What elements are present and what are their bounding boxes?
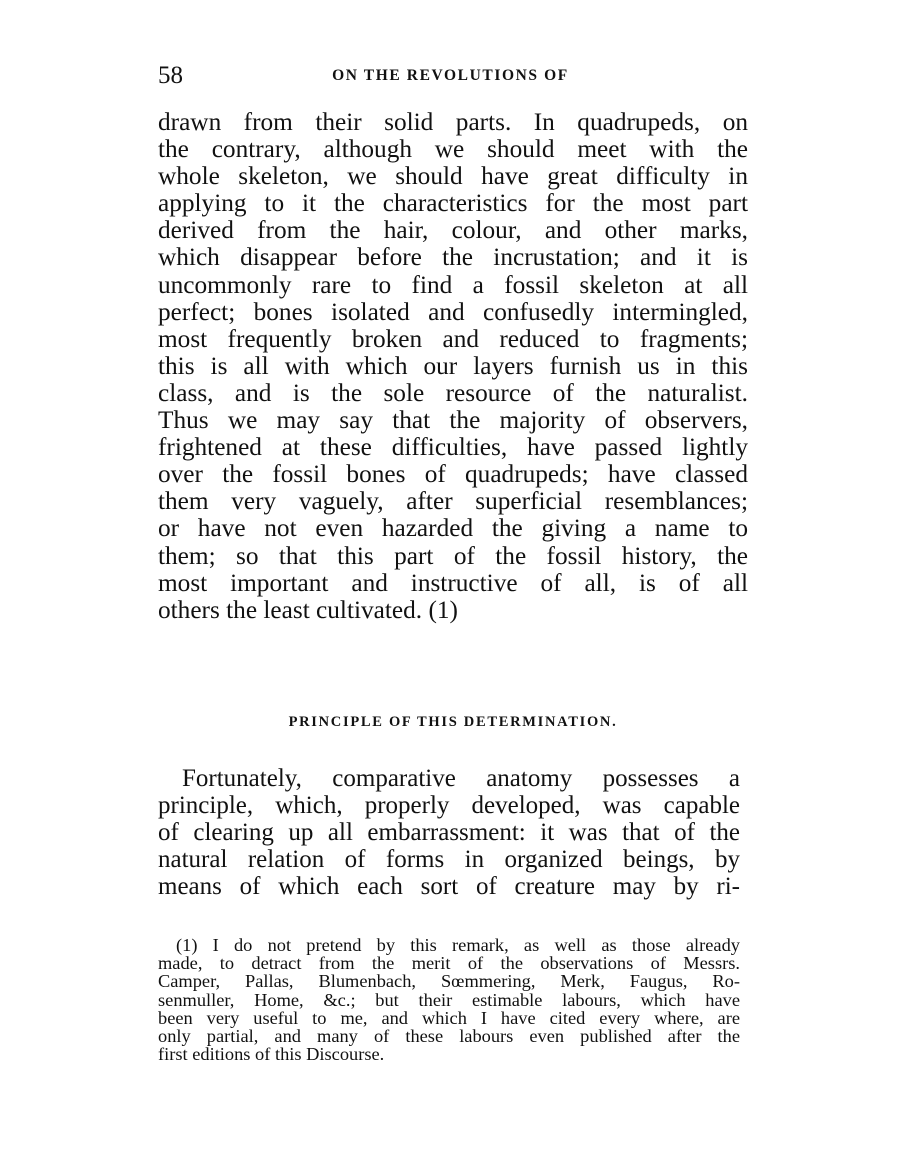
section-line: natural relation of forms in organized beings, by (158, 846, 740, 874)
footnote-line: senmuller, Home, &c.; but their estimable labours, which have (158, 989, 740, 1010)
running-head (158, 62, 743, 90)
section-line: principle, which, properly developed, was capable (158, 792, 740, 820)
section-heading: PRINCIPLE OF THIS DETERMINATION. (288, 714, 618, 730)
section-line: means of which each sort of creature may by ri- (158, 873, 740, 901)
body-line: which disappear before the incrustation; and it is (158, 243, 748, 272)
body-line: perfect; bones isolated and confusedly intermingled, (158, 297, 748, 326)
body-line: or have not even hazarded the giving a name to (158, 514, 748, 543)
body-line: frightened at these difficulties, have passed lightly (158, 433, 748, 462)
body-line: applying to it the characteristics for the most part (158, 189, 748, 218)
body-line: uncommonly rare to find a fossil skeleton at all (158, 270, 748, 299)
footnote-line: been very useful to me, and which I have cited every where, are (158, 1007, 740, 1028)
footnote (158, 936, 740, 1063)
body-line: this is all with which our layers furnish us in this (158, 351, 748, 380)
body-line: them very vaguely, after superficial resemblances; (158, 487, 748, 516)
section-line: of clearing up all embarrassment: it was that of the (158, 819, 740, 847)
body-line: others the least cultivated. (1) (158, 595, 458, 624)
body-line: whole skeleton, we should have great difficulty in (158, 162, 748, 191)
footnote-line: first editions of this Discourse. (158, 1044, 385, 1065)
footnote-line: Camper, Pallas, Blumenbach, Sœmmering, Merk, Faugus, Ro- (158, 971, 740, 992)
running-title: ON THE REVOLUTIONS OF (332, 67, 569, 84)
body-paragraph (158, 109, 748, 624)
body-line: them; so that this part of the fossil history, the (158, 541, 748, 570)
body-line: over the fossil bones of quadrupeds; have classed (158, 460, 748, 489)
page-number: 58 (158, 62, 183, 89)
body-line: class, and is the sole resource of the naturalist. (158, 378, 748, 407)
body-line: derived from the hair, colour, and other marks, (158, 216, 748, 245)
body-line: most frequently broken and reduced to fragments; (158, 324, 748, 353)
footnote-line: (1) I do not pretend by this remark, as well as those already (176, 935, 740, 955)
footnote-line: made, to detract from the merit of the observations of Messrs. (158, 953, 740, 974)
body-line: Thus we may say that the majority of observers, (158, 406, 748, 435)
section-line: Fortunately, comparative anatomy possesses a (182, 765, 740, 792)
body-line: the contrary, although we should meet with the (158, 135, 748, 164)
footnote-line: only partial, and many of these labours even published after the (158, 1025, 740, 1046)
body-line: drawn from their solid parts. In quadrupeds, on (158, 108, 748, 136)
section-paragraph (158, 765, 740, 900)
body-line: most important and instructive of all, is of all (158, 568, 748, 597)
